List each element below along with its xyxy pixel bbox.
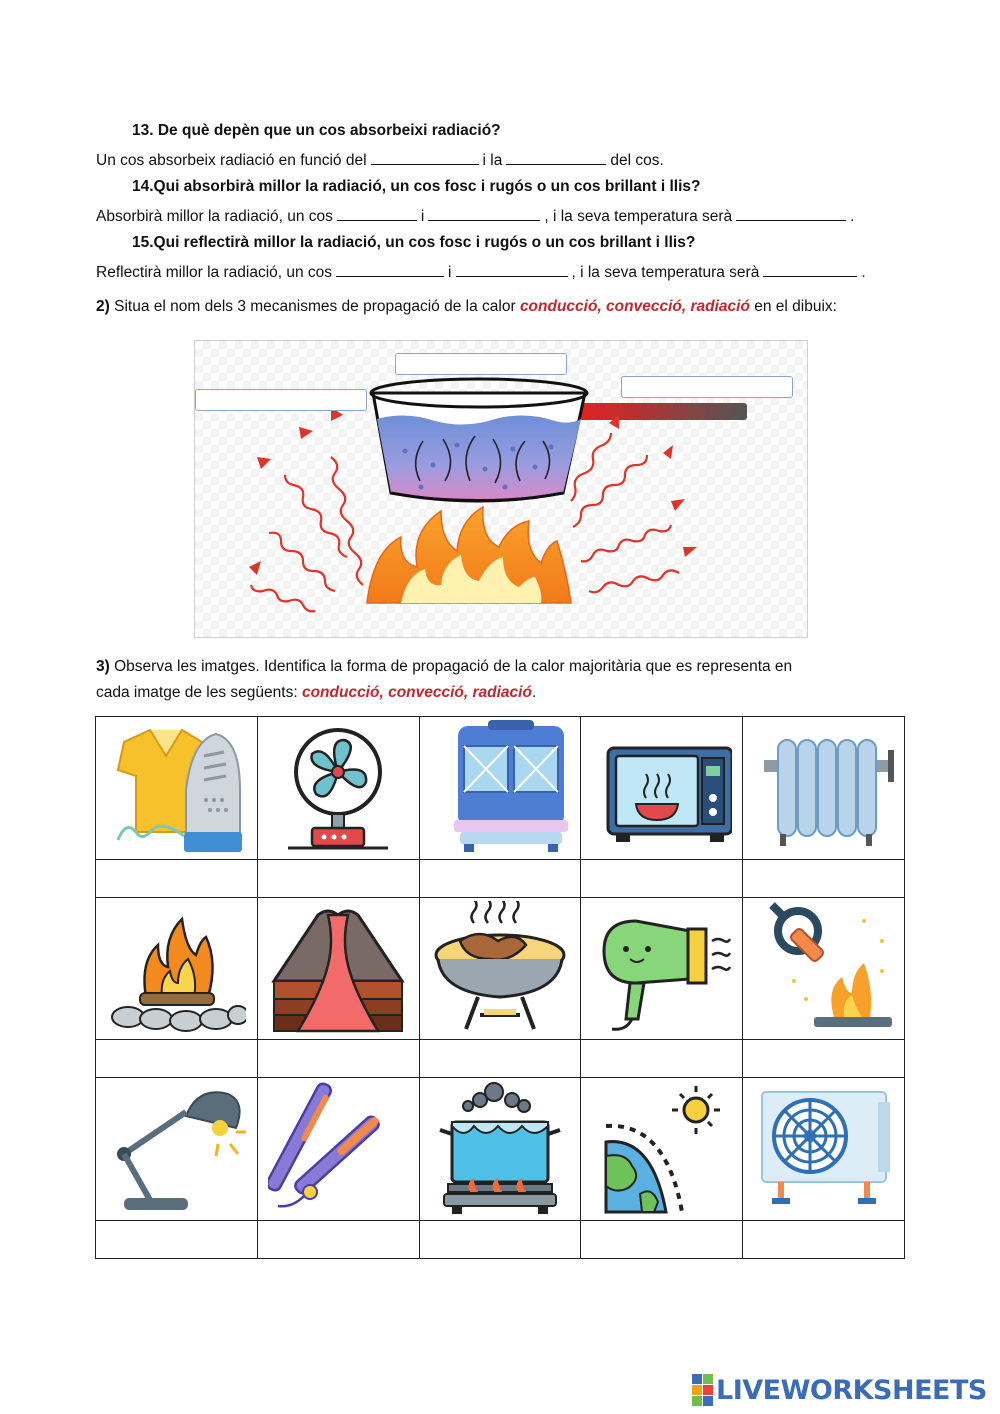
answer-cell-electric-fan[interactable]: [257, 859, 419, 897]
hair-straightener-icon: [268, 1082, 408, 1217]
exercise-3-instruction-line-2: [96, 684, 536, 702]
campfire-icon: [106, 901, 246, 1036]
q15-answer-text-1: Reflectirà millor la radiació, un cos: [96, 264, 333, 281]
cell-desk-lamp: [96, 1078, 258, 1221]
q15-answer-text-2: i: [448, 264, 452, 281]
pan-handle-icon: [579, 403, 747, 420]
fire-icon: [367, 507, 571, 603]
q13-answer-text-2: i la: [482, 152, 503, 169]
cell-boiling-pot: [419, 1078, 581, 1221]
q14-answer-text-4: .: [850, 208, 855, 225]
q13-answer-text-1: Un cos absorbeix radiació en funció del: [96, 152, 367, 169]
image-row-3: [96, 1078, 905, 1221]
boiling-pot-icon: [430, 1082, 570, 1217]
answer-cell-hair-dryer[interactable]: [581, 1040, 743, 1078]
shirt-iron-icon: [106, 720, 246, 855]
answer-row-3: [96, 1220, 905, 1258]
exercise-2-instruction: [96, 298, 837, 316]
radiation-arrowheads-right: [609, 415, 697, 557]
air-conditioner-icon: [754, 1082, 894, 1217]
cell-electric-fan: [257, 717, 419, 860]
answer-row-2: [96, 1040, 905, 1078]
answer-cell-heater-panel[interactable]: [419, 859, 581, 897]
radiation-waves-left: [251, 457, 363, 611]
radiation-waves-right: [571, 433, 679, 592]
q14-answer-text-2: i: [420, 208, 425, 225]
q14-blank-1[interactable]: [337, 206, 417, 221]
q15-answer-text-3: , i la seva temperatura serà: [571, 264, 760, 281]
cell-shirt-iron: [96, 717, 258, 860]
cell-air-conditioner: [743, 1078, 905, 1221]
sun-earth-icon: [592, 1082, 732, 1217]
q15-blank-2[interactable]: [456, 262, 568, 277]
q13-blank-1[interactable]: [371, 150, 479, 165]
exercise-3-instruction-line-1: [96, 658, 792, 676]
image-row-2: [96, 897, 905, 1040]
answer-cell-sun-earth[interactable]: [581, 1220, 743, 1258]
cell-barbecue-grill: [419, 897, 581, 1040]
heated-metal-ring-icon: [754, 901, 894, 1036]
cell-microwave: [581, 717, 743, 860]
cell-sun-earth: [581, 1078, 743, 1221]
logo-squares-icon: [692, 1374, 713, 1406]
answer-cell-campfire[interactable]: [96, 1040, 258, 1078]
q14-answer-text-3: , i la seva temperatura serà: [544, 208, 733, 225]
q15-blank-3[interactable]: [763, 262, 857, 277]
q13-blank-2[interactable]: [506, 150, 606, 165]
radiation-arrowheads-left: [249, 407, 343, 575]
hair-dryer-icon: [592, 901, 732, 1036]
answer-cell-desk-lamp[interactable]: [96, 1220, 258, 1258]
exercise-3-text-2: cada imatge de les següents:: [96, 684, 298, 701]
exercise-2-terms: conducció, convecció, radiació: [519, 298, 750, 315]
exercise-3-terms: conducció, convecció, radiació: [301, 684, 532, 701]
desk-lamp-icon: [106, 1082, 246, 1217]
question-15-answer: [96, 262, 866, 282]
exercise-3-tail: .: [531, 684, 537, 701]
question-14-answer: [96, 206, 854, 226]
radiator-icon: [754, 720, 894, 855]
pot-icon: [371, 379, 587, 501]
exercise-2-tail: en el dibuix:: [754, 298, 837, 315]
barbecue-grill-icon: [430, 901, 570, 1036]
heat-propagation-diagram: [194, 340, 808, 638]
exercise-2-text: Situa el nom dels 3 mecanismes de propagació de la calor: [114, 298, 516, 315]
answer-cell-heated-metal-ring[interactable]: [743, 1040, 905, 1078]
answer-cell-shirt-iron[interactable]: [96, 859, 258, 897]
answer-cell-barbecue-grill[interactable]: [419, 1040, 581, 1078]
answer-cell-radiator[interactable]: [743, 859, 905, 897]
cell-campfire: [96, 897, 258, 1040]
question-14-title: 14.Qui absorbirà millor la radiació, un cos fosc i rugós o un cos brillant i llis?: [132, 178, 701, 195]
question-13-title: 13. De què depèn que un cos absorbeixi radiació?: [132, 122, 501, 139]
heater-panel-icon: [430, 720, 570, 855]
label-box-conduction[interactable]: [621, 376, 793, 398]
q14-answer-text-1: Absorbirà millor la radiació, un cos: [96, 208, 333, 225]
cell-hair-dryer: [581, 897, 743, 1040]
answer-cell-volcano[interactable]: [257, 1040, 419, 1078]
exercise-3-text-1: Observa les imatges. Identifica la forma de propagació de la calor majoritària que es representa en: [114, 658, 793, 675]
microwave-icon: [592, 720, 732, 855]
answer-cell-hair-straightener[interactable]: [257, 1220, 419, 1258]
answer-cell-air-conditioner[interactable]: [743, 1220, 905, 1258]
answer-cell-boiling-pot[interactable]: [419, 1220, 581, 1258]
q14-blank-2[interactable]: [428, 206, 540, 221]
cell-heated-metal-ring: [743, 897, 905, 1040]
answer-row-1: [96, 859, 905, 897]
question-15-title: 15.Qui reflectirà millor la radiació, un cos fosc i rugós o un cos brillant i llis?: [132, 234, 696, 251]
q15-blank-1[interactable]: [336, 262, 444, 277]
image-row-1: [96, 717, 905, 860]
exercise-2-number: 2): [96, 298, 110, 315]
exercise-3-number: 3): [96, 658, 110, 675]
answer-cell-microwave[interactable]: [581, 859, 743, 897]
question-13-answer: [96, 150, 664, 170]
cell-hair-straightener: [257, 1078, 419, 1221]
q14-blank-3[interactable]: [736, 206, 846, 221]
q13-answer-text-3: del cos.: [610, 152, 664, 169]
q15-answer-text-4: .: [861, 264, 866, 281]
image-answer-grid: [95, 716, 905, 1259]
cell-radiator: [743, 717, 905, 860]
logo-text: LIVEWORKSHEETS: [716, 1374, 987, 1406]
electric-fan-icon: [268, 720, 408, 855]
volcano-icon: [268, 901, 408, 1036]
cell-volcano: [257, 897, 419, 1040]
cell-heater-panel: [419, 717, 581, 860]
liveworksheets-logo: [692, 1374, 987, 1406]
label-box-convection[interactable]: [395, 353, 567, 375]
label-box-radiation[interactable]: [195, 389, 367, 411]
